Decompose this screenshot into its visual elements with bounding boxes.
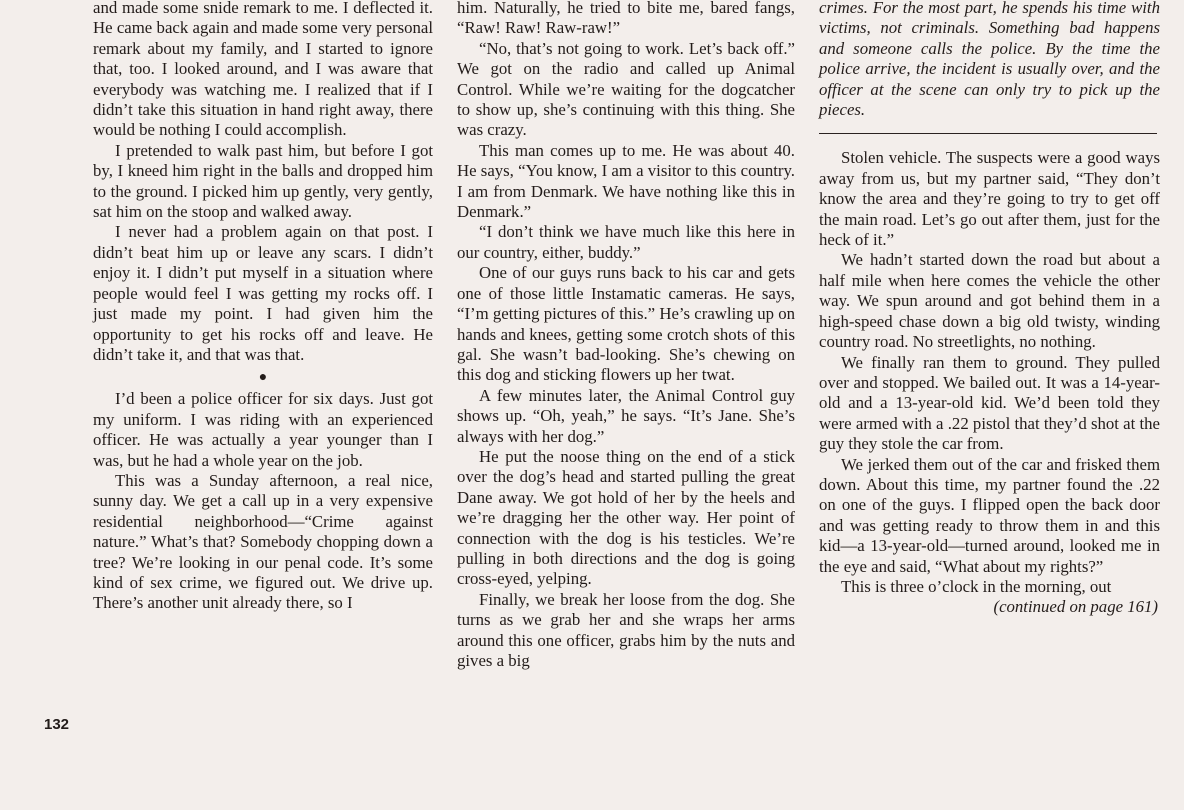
page-number: 132	[44, 716, 70, 733]
paragraph: “No, that’s not going to work. Let’s back off.” We got on the radio and called up Animal Control. While we’re waiting for the dogcatcher to show up, she’s continuing with this thing. She was crazy.	[457, 38, 795, 140]
paragraph: This man comes up to me. He was about 40. He says, “You know, I am a visitor to this country. I am from Denmark. We have nothing like this in Denmark.”	[457, 140, 795, 222]
paragraph: Finally, we break her loose from the dog. She turns as we grab her and she wraps her arms around this one officer, grabs him by the nuts and gives a big	[457, 589, 795, 670]
paragraph: A few minutes later, the Animal Control guy shows up. “Oh, yeah,” he says. “It’s Jane. She’s always with her dog.”	[457, 385, 795, 446]
paragraph: This is three o’clock in the morning, out	[841, 576, 1112, 596]
paragraph: This was a Sunday afternoon, a real nice, sunny day. We get a call up in a very expensive residential neighborhood—“Crime against nature.” What’s that? Somebody chopping down a tree? We’re looking in our penal code. It’s some kind of sex crime, we figured out. We drive up. There’s another unit already there, so I	[93, 470, 433, 613]
paragraph: We hadn’t started down the road but about a half mile when here comes the vehicle the other way. We spun around and got behind them in a high-speed chase down a big old twisty, winding country road. No streetlights, no nothing.	[819, 250, 1160, 352]
continuation-note: (continued on page 161)	[993, 597, 1158, 617]
divider-rule	[819, 133, 1157, 134]
paragraph: I never had a problem again on that post. I didn’t beat him up or leave any scars. I didn’t enjoy it. I didn’t put myself in a situation where people would feel I was getting my rocks off. I just made my point. I had given him the opportunity to get his rocks off and leave. He didn’t take it, and that was that.	[93, 222, 433, 364]
column-middle	[457, 0, 795, 671]
paragraph: We jerked them out of the car and frisked them down. About this time, my partner found the .22 on one of the guys. I flipped open the back door and was getting ready to throw them in and this kid—a 13-year-old—turned around, looked me in the eye and said, “What about my rights?”	[819, 454, 1160, 576]
paragraph: I pretended to walk past him, but before I got by, I kneed him right in the balls and dropped him to the ground. I picked him up gently, very gently, sat him on the stoop and walked away.	[93, 140, 433, 222]
paragraph: One of our guys runs back to his car and gets one of those little Instamatic cameras. He says, “I’m getting pictures of this.” He’s crawling up on hands and knees, getting some crotch shots of this gal. She wasn’t bad-looking. She’s chewing on this dog and sticking flowers up her twat.	[457, 263, 795, 385]
paragraph: and made some snide remark to me. I deflected it. He came back again and made some very personal remark about my family, and I started to ignore that, too. I looked around, and I was aware that everybody was watching me. I realized that if I didn’t take this situation in hand right away, there would be nothing I could accomplish.	[93, 0, 433, 140]
paragraph: I’d been a police officer for six days. Just got my uniform. I was riding with an experienced officer. He was actually a year younger than I was, but he had a whole year on the job.	[93, 389, 433, 470]
pull-quote	[819, 0, 1160, 120]
paragraph: Stolen vehicle. The suspects were a good ways away from us, but my partner said, “They don’t know the area and they’re going to try to get off the main road. Let’s go out after them, just for the heck of it.”	[819, 148, 1160, 250]
paragraph: We finally ran them to ground. They pulled over and stopped. We bailed out. It was a 14-year-old and a 13-year-old kid. We’d been told they were armed with a .22 pistol that they’d shot at the guy they stole the car from.	[819, 352, 1160, 454]
paragraph: He put the noose thing on the end of a stick over the dog’s head and started pulling the great Dane away. We got hold of her by the heels and we’re dragging her the other way. Her point of connection with the dog is his testicles. We’re pulling in both directions and the dog is going cross-eyed, yelping.	[457, 446, 795, 589]
column-right	[819, 0, 1160, 618]
paragraph: “I don’t think we have much like this here in our country, either, buddy.”	[457, 222, 795, 262]
column-left	[93, 0, 433, 614]
paragraph: him. Naturally, he tried to bite me, bared fangs, “Raw! Raw! Raw-raw!”	[457, 0, 795, 38]
section-separator-dot: ●	[258, 370, 268, 386]
pull-quote-text: crimes. For the most part, he spends his time with victims, not criminals. Something bad happens and someone calls the police. By the time the police arrive, the incident is usually over, and the officer at the scene can only try to pick up the pieces.	[819, 0, 1160, 120]
